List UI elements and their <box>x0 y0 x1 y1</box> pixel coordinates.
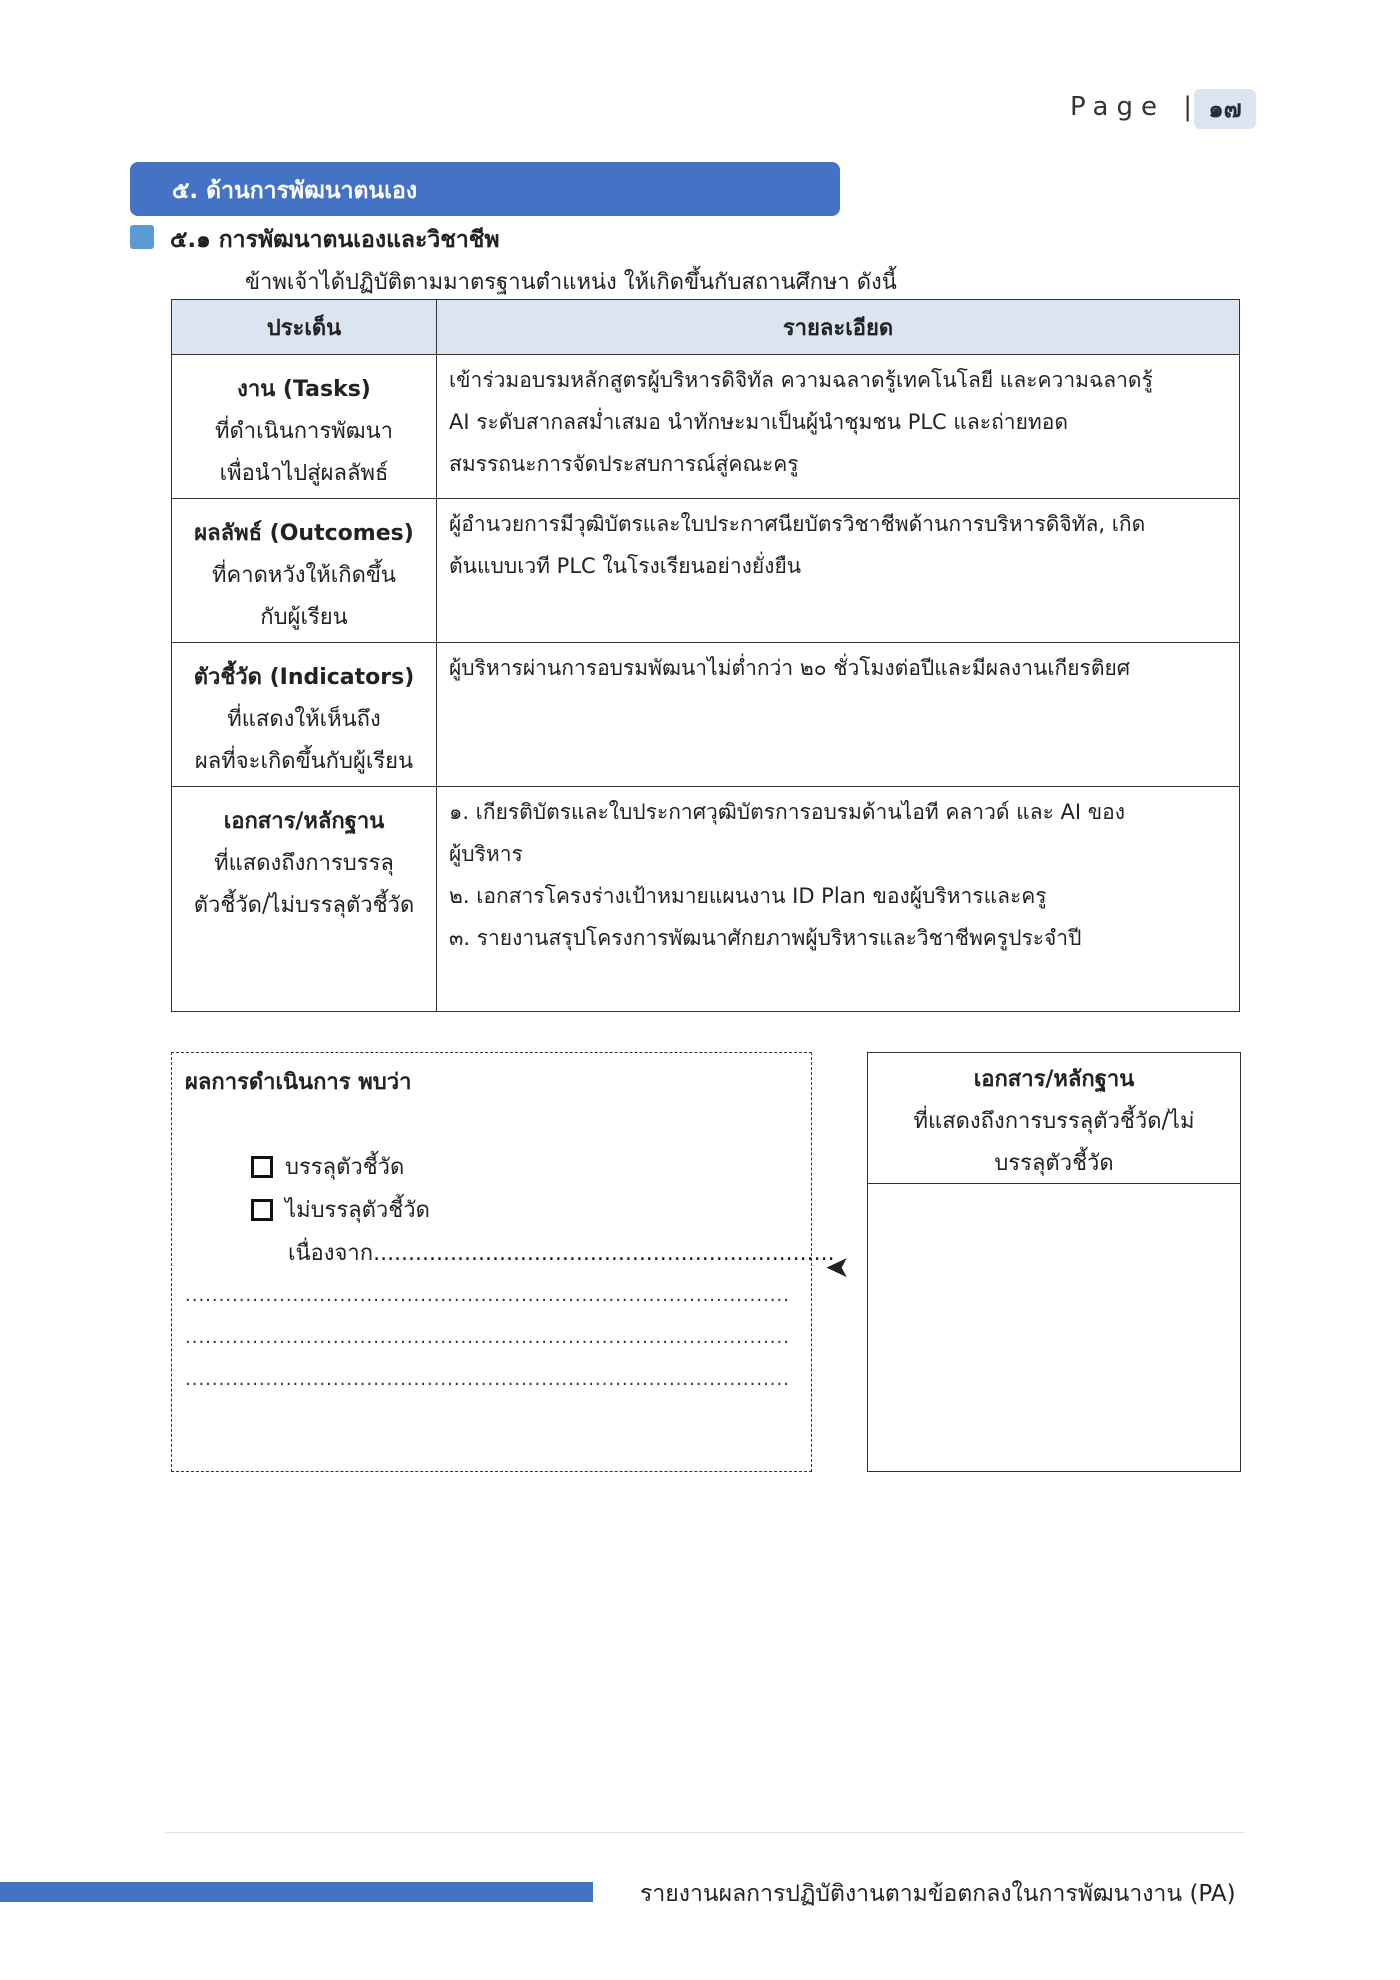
detail-line: ต้นแบบเวที PLC ในโรงเรียนอย่างยั่งยืน <box>449 554 802 578</box>
arrow-glyph: ➤ <box>825 1250 851 1285</box>
row-key <box>172 787 437 1012</box>
evidence-subtitle: ที่แสดงถึงการบรรลุตัวชี้วัด/ไม่ <box>913 1109 1195 1134</box>
result-box <box>171 1052 835 1472</box>
detail-line: AI ระดับสากลสม่ำเสมอ นำทักษะมาเป็นผู้นำชุมชน PLC และถ่ายทอด <box>449 410 1068 434</box>
row-key-title: งาน (Tasks) <box>237 377 371 402</box>
evidence-header <box>868 1053 1240 1184</box>
header-issue: ประเด็น <box>172 300 437 355</box>
row-detail <box>437 787 1240 1012</box>
subsection-title: ๕.๑ การพัฒนาตนเองและวิชาชีพ <box>170 227 500 253</box>
detail-line: ๑. เกียรติบัตรและใบประกาศวุฒิบัตรการอบรมด้านไอที คลาวด์ และ AI ของ <box>449 800 1125 824</box>
detail-line: สมรรถนะการจัดประสบการณ์สู่คณะครู <box>449 452 799 476</box>
detail-line: ผู้บริหารผ่านการอบรมพัฒนาไม่ต่ำกว่า ๒๐ ชั่วโมงต่อปีและมีผลงานเกียรติยศ <box>449 656 1131 680</box>
row-detail <box>437 643 1240 787</box>
row-detail <box>437 499 1240 643</box>
evidence-subtitle: บรรลุตัวชี้วัด <box>994 1151 1114 1176</box>
page-label-text: Page <box>1070 92 1165 122</box>
dotted-line: .......................................................................................... <box>185 1327 790 1348</box>
section-title: ๕. ด้านการพัฒนาตนเอง <box>130 162 840 216</box>
detail-line: เข้าร่วมอบรมหลักสูตรผู้บริหารดิจิทัล ความฉลาดรู้เทคโนโลยี และความฉลาดรู้ <box>449 368 1153 392</box>
evidence-title: เอกสาร/หลักฐาน <box>973 1067 1135 1092</box>
row-key <box>172 499 437 643</box>
footer-bar <box>0 1882 593 1902</box>
row-key-title: ตัวชี้วัด (Indicators) <box>193 665 415 690</box>
row-key-title: ผลลัพธ์ (Outcomes) <box>194 521 414 546</box>
option-achieved[interactable] <box>251 1149 404 1184</box>
table-row <box>172 355 1240 499</box>
row-key-sub: ที่คาดหวังให้เกิดขึ้น <box>212 563 396 588</box>
footer-text: รายงานผลการปฏิบัติงานตามข้อตกลงในการพัฒนางาน (PA) <box>640 1881 1236 1907</box>
row-key-sub: ตัวชี้วัด/ไม่บรรลุตัวชี้วัด <box>193 893 415 918</box>
detail-line: ๒. เอกสารโครงร่างเป้าหมายแผนงาน ID Plan ของผู้บริหารและครู <box>449 884 1047 908</box>
header-details: รายละเอียด <box>437 300 1240 355</box>
row-key-sub: เพื่อนำไปสู่ผลลัพธ์ <box>219 461 389 486</box>
evidence-box <box>867 1052 1241 1472</box>
row-key <box>172 355 437 499</box>
result-title: ผลการดำเนินการ พบว่า <box>185 1070 412 1095</box>
option-label: ไม่บรรลุตัวชี้วัด <box>285 1198 430 1223</box>
row-key-sub: ที่แสดงให้เห็นถึง <box>227 707 381 732</box>
row-key-title: เอกสาร/หลักฐาน <box>223 809 385 834</box>
row-key <box>172 643 437 787</box>
dotted-line: .......................................................................................... <box>185 1369 790 1390</box>
table-row <box>172 787 1240 1012</box>
detail-line: ผู้บริหาร <box>449 842 523 866</box>
row-key-sub: กับผู้เรียน <box>260 605 348 630</box>
checkbox-icon[interactable] <box>251 1199 273 1221</box>
standards-table <box>171 299 1240 1012</box>
intro-text: ข้าพเจ้าได้ปฏิบัติตามมาตรฐานตำแหน่ง ให้เกิดขึ้นกับสถานศึกษา ดังนี้ <box>245 270 897 295</box>
table-row <box>172 499 1240 643</box>
row-key-sub: ผลที่จะเกิดขึ้นกับผู้เรียน <box>194 749 414 774</box>
page-label <box>1070 92 1192 122</box>
option-not-achieved[interactable] <box>251 1192 430 1227</box>
table-header-row <box>172 300 1240 355</box>
row-key-sub: ที่แสดงถึงการบรรลุ <box>214 851 394 876</box>
reason-line: เนื่องจาก.................................................................. <box>288 1241 835 1266</box>
subsection-marker-icon <box>130 225 154 249</box>
detail-line: ผู้อำนวยการมีวุฒิบัตรและใบประกาศนียบัตรวิชาชีพด้านการบริหารดิจิทัล, เกิด <box>449 512 1146 536</box>
row-detail <box>437 355 1240 499</box>
dotted-line: .......................................................................................... <box>185 1285 790 1306</box>
table-row <box>172 643 1240 787</box>
row-key-sub: ที่ดำเนินการพัฒนา <box>215 419 393 444</box>
detail-line: ๓. รายงานสรุปโครงการพัฒนาศักยภาพผู้บริหารและวิชาชีพครูประจำปี <box>449 926 1082 950</box>
option-label: บรรลุตัวชี้วัด <box>285 1155 405 1180</box>
checkbox-icon[interactable] <box>251 1156 273 1178</box>
page-separator: | <box>1183 92 1192 122</box>
page-number: ๑๗ <box>1194 89 1256 129</box>
footer-divider <box>165 1832 1245 1833</box>
arrow-left-icon <box>825 1250 850 1285</box>
